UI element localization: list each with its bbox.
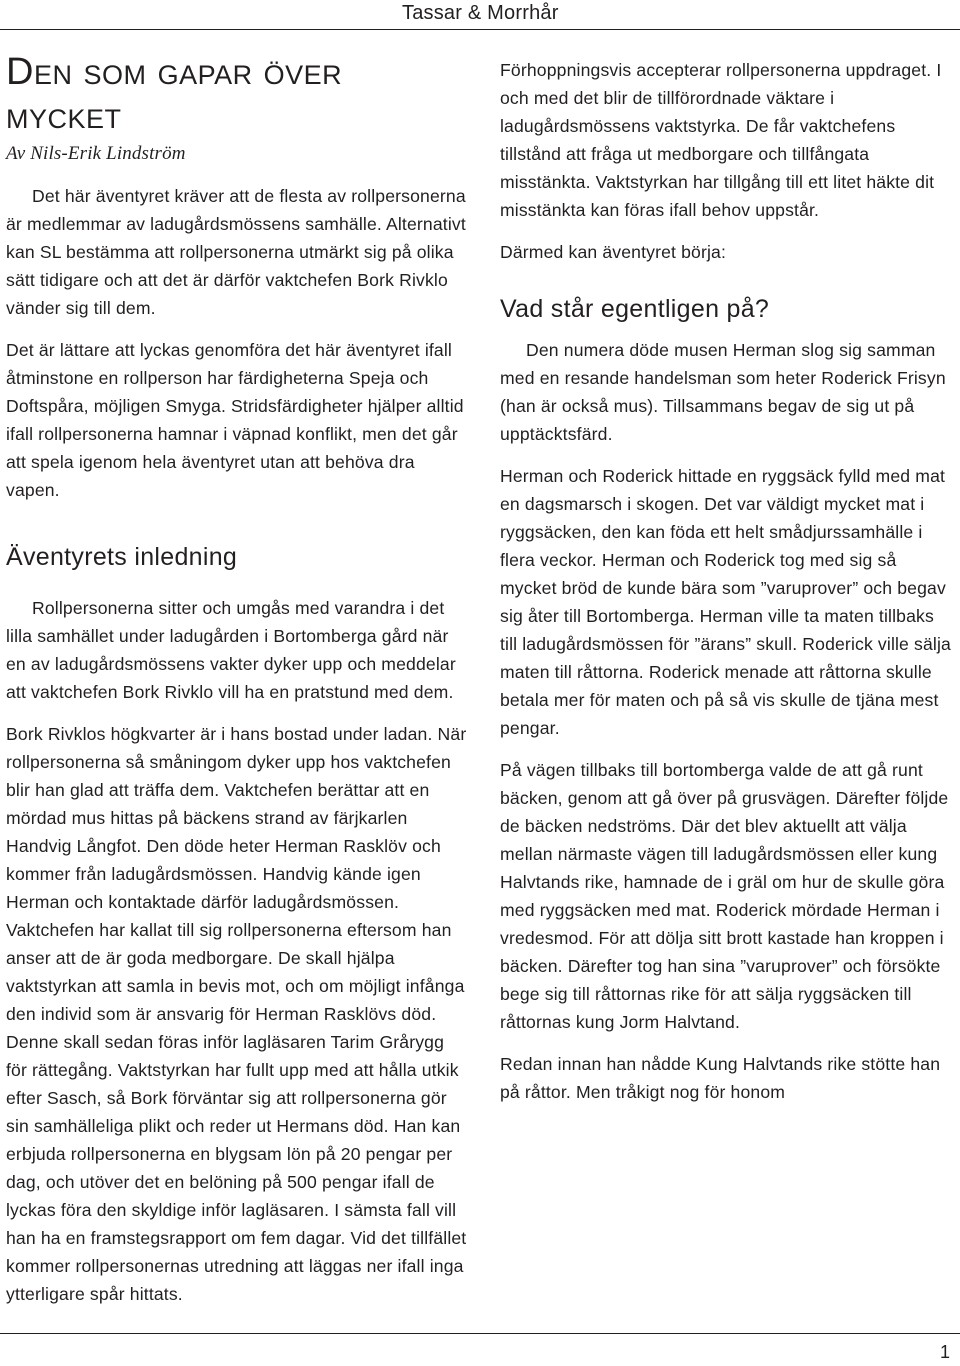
body-paragraph: Redan innan han nådde Kung Halvtands rike stötte han på råttor. Men tråkigt nog för honom [500,1054,941,1102]
right-column [500,56,956,1106]
running-header-publication: Tassar & Morrhår [402,2,559,24]
section-heading-inledning: Äventyrets inledning [6,543,238,571]
article-title: Den som gapar över mycket [6,51,343,137]
intro-paragraph: Det är lättare att lyckas genomföra det här äventyret ifall åtminstone en rollperson har färdigheterna Speja och Doftspåra, möjligen Smyga. Stridsfärdigheter hjälper alltid ifall rollpersonerna hamnar i väpnad konflikt, men det går att spela igenom hela äventyret utan att behöva dra vapen. [6,340,464,500]
intro-paragraph: Det här äventyret kräver att de flesta av rollpersonerna är medlemmar av ladugårdsmössens samhälle. Alternativt kan SL bestämma att rollpersonerna utmärkt sig på olika sätt tidigare och att det är därför vaktchefen Bork Rivklo vänder sig till dem. [6,186,466,318]
footer-divider [0,1333,960,1334]
section-heading-vad-star: Vad står egentligen på? [500,295,770,323]
page-number: 1 [940,1342,951,1362]
body-paragraph: Därmed kan äventyret börja: [500,242,727,262]
body-paragraph: Förhoppningsvis accepterar rollpersonerna uppdraget. I och med det blir de tillförordnade väktare i ladugårdsmössens vaktstyrka. De får vaktchefens tillstånd att fråga ut medborgare och tillfångata misstänkta. Vaktstyrkan har tillgång till ett litet häkte dit misstänkta kan föras ifall behov uppstår. [500,60,942,220]
body-paragraph: Bork Rivklos högkvarter är i hans bostad under ladan. När rollpersonerna så småningom dyker upp hos vaktchefen blir han glad att träffa dem. Vaktchefen berättar att en mördad mus hittas på bäckens strand av färjkarlen Handvig Långfot. Den döde heter Herman Rasklöv och kommer från ladugårdsmössen. Handvig kände igen Herman och kontaktade därför ladugårdsmössen. Vaktchefen har kallat till sig rollpersonerna eftersom han anser att de är goda medborgare. De skall hjälpa vaktstyrkan att samla in bevis mot, och om möjligt infånga den individ som är ansvarig för Herman Rasklövs död. Denne skall sedan föras inför lagläsaren Tarim Grårygg för rättegång. Vaktstyrkan har fullt upp med att hålla utkik efter Sasch, så Bork förväntar sig att rollpersonerna gör sin samhälleliga plikt och reder ut Hermans död. Han kan erbjuda rollpersonerna en blygsam lön på 20 pengar per dag, och utöver det en belöning på 500 pengar ifall de lyckas föra den skyldige inför lagläsaren. I sämsta fall vill han ha en framstegsrapport om fem dagar. Vid det tillfället kommer rollpersonernas utredning att läggas ner ifall inga ytterligare spår hittats. [6,724,467,1304]
body-paragraph: Herman och Roderick hittade en ryggsäck fylld med mat en dagsmarsch i skogen. Det var väldigt mycket mat i ryggsäcken, den kan föda ett helt smådjurssamhälle i flera veckor. Herman och Roderick tog med sig så mycket bröd de kunde bära som ”varuprover” och begav sig åter till Bortomberga. Herman ville ta maten tillbaks till ladugårdsmössen för ”ärans” skull. Roderick ville sälja maten till råttorna. Roderick menade att råttorna skulle betala mer för maten och på så vis skulle de tjäna mest pengar. [500,466,951,738]
body-paragraph: Den numera döde musen Herman slog sig samman med en resande handelsman som heter Roderick Frisyn (han är också mus). Tillsammans begav de sig ut på upptäcktsfärd. [500,340,946,444]
article-byline: Av Nils-Erik Lindström [6,143,186,164]
body-paragraph: Rollpersonerna sitter och umgås med varandra i det lilla samhället under ladugården i Bortomberga gård när en av ladugårdsmössens vakter dyker upp och meddelar att vaktchefen Bork Rivklo vill ha en pratstund med dem. [6,598,456,702]
body-paragraph: På vägen tillbaks till bortomberga valde de att gå runt bäcken, genom att gå över på grusvägen. Därefter följde de bäcken nedströms. Där det blev aktuellt att välja mellan närmaste vägen till ladugårdsmössen eller kung Halvtands rike, hamnade de i gräl om hur de skulle göra med ryggsäcken med mat. Roderick mördade Herman i vredesmod. För att dölja sitt brott kastade han kroppen i bäcken. Därefter tog han sina ”varuprover” och försökte bege sig till råttornas rike för att sälja ryggsäcken till råttornas kung Jorm Halvtand. [500,760,949,1032]
header-divider [0,29,960,30]
left-column [6,50,468,1308]
